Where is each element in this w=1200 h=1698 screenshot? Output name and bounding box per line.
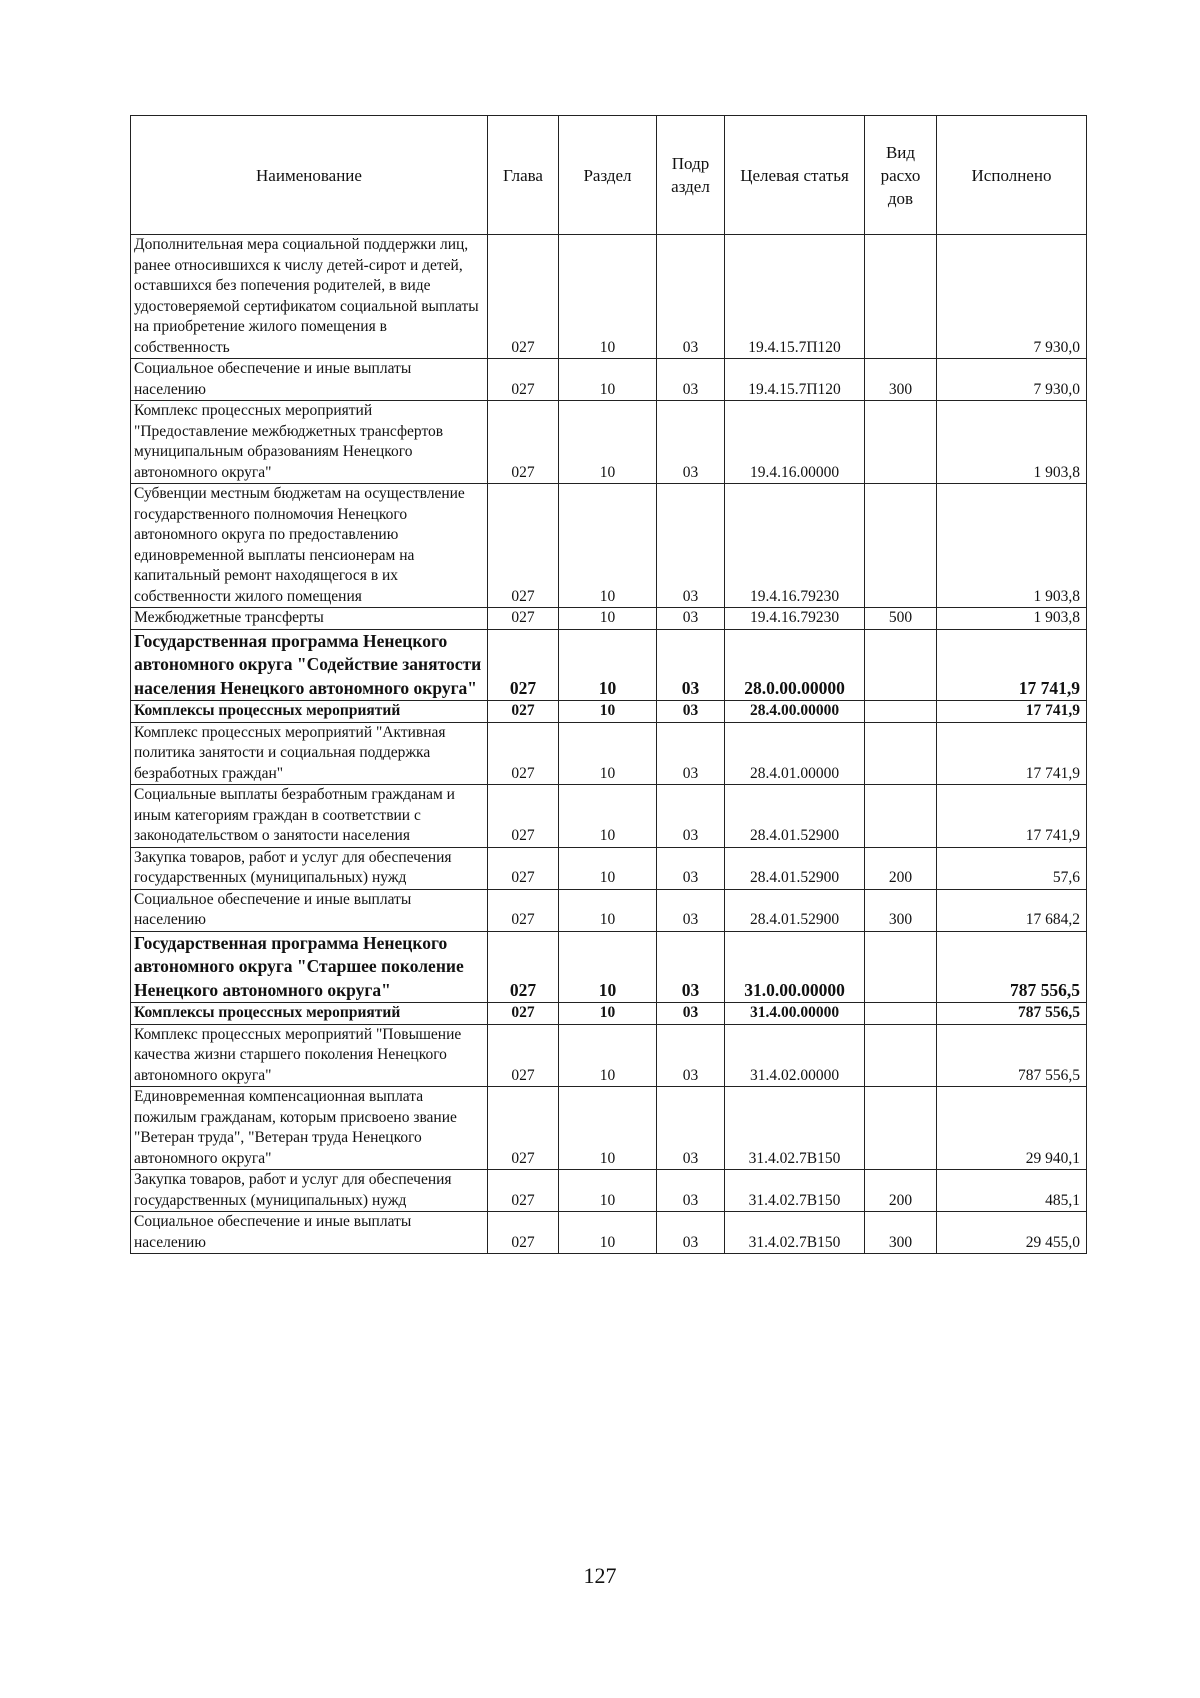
cell-expense-type bbox=[865, 235, 937, 359]
cell-name: Комплексы процессных мероприятий bbox=[131, 1003, 488, 1025]
cell-subsection: 03 bbox=[657, 359, 725, 401]
cell-name: Закупка товаров, работ и услуг для обеспечения государственных (муниципальных) нужд bbox=[131, 847, 488, 889]
cell-chapter: 027 bbox=[488, 484, 559, 608]
cell-target: 28.4.00.00000 bbox=[725, 701, 865, 723]
cell-target: 28.0.00.00000 bbox=[725, 629, 865, 701]
cell-expense-type bbox=[865, 701, 937, 723]
cell-executed: 1 903,8 bbox=[937, 484, 1087, 608]
cell-executed: 787 556,5 bbox=[937, 931, 1087, 1003]
cell-section: 10 bbox=[559, 847, 657, 889]
cell-section: 10 bbox=[559, 401, 657, 484]
cell-section: 10 bbox=[559, 931, 657, 1003]
cell-target: 31.4.02.7В150 bbox=[725, 1087, 865, 1170]
cell-executed: 7 930,0 bbox=[937, 235, 1087, 359]
table-row bbox=[131, 847, 1087, 889]
cell-chapter: 027 bbox=[488, 722, 559, 785]
cell-section: 10 bbox=[559, 1003, 657, 1025]
table-row bbox=[131, 1024, 1087, 1087]
cell-section: 10 bbox=[559, 359, 657, 401]
cell-chapter: 027 bbox=[488, 608, 559, 630]
cell-name: Комплекс процессных мероприятий "Предоставление межбюджетных трансфертов муниципальным образованиям Ненецкого автономного округа" bbox=[131, 401, 488, 484]
table-body bbox=[131, 235, 1087, 1254]
cell-name: Комплексы процессных мероприятий bbox=[131, 701, 488, 723]
cell-subsection: 03 bbox=[657, 1170, 725, 1212]
budget-table-container bbox=[130, 115, 1086, 1254]
cell-name: Государственная программа Ненецкого автономного округа "Старшее поколение Ненецкого автономного округа" bbox=[131, 931, 488, 1003]
cell-name: Социальные выплаты безработным гражданам и иным категориям граждан в соответствии с законодательством о занятости населения bbox=[131, 785, 488, 848]
cell-section: 10 bbox=[559, 722, 657, 785]
cell-name: Комплекс процессных мероприятий "Повышение качества жизни старшего поколения Ненецкого автономного округа" bbox=[131, 1024, 488, 1087]
cell-subsection: 03 bbox=[657, 401, 725, 484]
cell-executed: 485,1 bbox=[937, 1170, 1087, 1212]
cell-expense-type: 300 bbox=[865, 359, 937, 401]
cell-name: Социальное обеспечение и иные выплаты населению bbox=[131, 1212, 488, 1254]
cell-target: 28.4.01.52900 bbox=[725, 847, 865, 889]
cell-subsection: 03 bbox=[657, 608, 725, 630]
cell-expense-type bbox=[865, 1087, 937, 1170]
cell-subsection: 03 bbox=[657, 1003, 725, 1025]
cell-section: 10 bbox=[559, 629, 657, 701]
header-executed: Исполнено bbox=[937, 116, 1087, 235]
table-row bbox=[131, 629, 1087, 701]
cell-chapter: 027 bbox=[488, 235, 559, 359]
cell-executed: 17 741,9 bbox=[937, 629, 1087, 701]
cell-name: Субвенции местным бюджетам на осуществление государственного полномочия Ненецкого автономного округа по предоставлению единовременной выплаты пенсионерам на капитальный ремонт находящегося в их собственности жилого помещения bbox=[131, 484, 488, 608]
cell-target: 19.4.16.79230 bbox=[725, 484, 865, 608]
cell-target: 19.4.16.79230 bbox=[725, 608, 865, 630]
cell-section: 10 bbox=[559, 785, 657, 848]
cell-expense-type bbox=[865, 722, 937, 785]
cell-executed: 1 903,8 bbox=[937, 401, 1087, 484]
cell-expense-type bbox=[865, 629, 937, 701]
table-row bbox=[131, 1003, 1087, 1025]
cell-subsection: 03 bbox=[657, 1024, 725, 1087]
table-header-row bbox=[131, 116, 1087, 235]
cell-expense-type: 300 bbox=[865, 1212, 937, 1254]
table-row bbox=[131, 931, 1087, 1003]
cell-subsection: 03 bbox=[657, 847, 725, 889]
cell-name: Комплекс процессных мероприятий "Активная политика занятости и социальная поддержка безработных граждан" bbox=[131, 722, 488, 785]
cell-executed: 17 741,9 bbox=[937, 722, 1087, 785]
cell-subsection: 03 bbox=[657, 889, 725, 931]
cell-executed: 57,6 bbox=[937, 847, 1087, 889]
cell-chapter: 027 bbox=[488, 1087, 559, 1170]
cell-subsection: 03 bbox=[657, 785, 725, 848]
table-row bbox=[131, 1087, 1087, 1170]
cell-executed: 17 741,9 bbox=[937, 785, 1087, 848]
cell-chapter: 027 bbox=[488, 1170, 559, 1212]
cell-target: 19.4.15.7П120 bbox=[725, 235, 865, 359]
header-target: Целевая статья bbox=[725, 116, 865, 235]
cell-executed: 17 741,9 bbox=[937, 701, 1087, 723]
page-number: 127 bbox=[583, 1563, 617, 1588]
cell-target: 19.4.16.00000 bbox=[725, 401, 865, 484]
cell-executed: 7 930,0 bbox=[937, 359, 1087, 401]
cell-target: 28.4.01.52900 bbox=[725, 889, 865, 931]
cell-target: 31.4.00.00000 bbox=[725, 1003, 865, 1025]
cell-target: 28.4.01.00000 bbox=[725, 722, 865, 785]
cell-executed: 29 455,0 bbox=[937, 1212, 1087, 1254]
table-row bbox=[131, 889, 1087, 931]
budget-execution-table bbox=[130, 115, 1087, 1254]
cell-chapter: 027 bbox=[488, 785, 559, 848]
table-row bbox=[131, 359, 1087, 401]
cell-expense-type bbox=[865, 401, 937, 484]
cell-name: Дополнительная мера социальной поддержки лиц, ранее относившихся к числу детей-сирот и детей, оставшихся без попечения родителей, в виде удостоверяемой сертификатом социальной выплаты на приобретение жилого помещения в собственность bbox=[131, 235, 488, 359]
cell-subsection: 03 bbox=[657, 1087, 725, 1170]
cell-name: Социальное обеспечение и иные выплаты населению bbox=[131, 889, 488, 931]
cell-name: Межбюджетные трансферты bbox=[131, 608, 488, 630]
cell-section: 10 bbox=[559, 1024, 657, 1087]
cell-subsection: 03 bbox=[657, 235, 725, 359]
cell-expense-type: 500 bbox=[865, 608, 937, 630]
cell-chapter: 027 bbox=[488, 1024, 559, 1087]
cell-subsection: 03 bbox=[657, 1212, 725, 1254]
cell-expense-type bbox=[865, 1003, 937, 1025]
cell-executed: 1 903,8 bbox=[937, 608, 1087, 630]
cell-executed: 17 684,2 bbox=[937, 889, 1087, 931]
cell-expense-type: 200 bbox=[865, 1170, 937, 1212]
cell-target: 19.4.15.7П120 bbox=[725, 359, 865, 401]
cell-chapter: 027 bbox=[488, 1212, 559, 1254]
cell-name: Единовременная компенсационная выплата пожилым гражданам, которым присвоено звание "Ветеран труда", "Ветеран труда Ненецкого автономного округа" bbox=[131, 1087, 488, 1170]
cell-name: Государственная программа Ненецкого автономного округа "Содействие занятости населения Ненецкого автономного округа" bbox=[131, 629, 488, 701]
cell-expense-type bbox=[865, 931, 937, 1003]
cell-section: 10 bbox=[559, 1087, 657, 1170]
cell-section: 10 bbox=[559, 1212, 657, 1254]
cell-subsection: 03 bbox=[657, 629, 725, 701]
table-row bbox=[131, 608, 1087, 630]
cell-chapter: 027 bbox=[488, 359, 559, 401]
cell-expense-type: 300 bbox=[865, 889, 937, 931]
cell-target: 31.4.02.7В150 bbox=[725, 1212, 865, 1254]
cell-target: 31.0.00.00000 bbox=[725, 931, 865, 1003]
cell-chapter: 027 bbox=[488, 401, 559, 484]
cell-section: 10 bbox=[559, 1170, 657, 1212]
cell-expense-type bbox=[865, 785, 937, 848]
cell-chapter: 027 bbox=[488, 931, 559, 1003]
header-expense-type: Вид расхо дов bbox=[865, 116, 937, 235]
table-row bbox=[131, 701, 1087, 723]
cell-chapter: 027 bbox=[488, 1003, 559, 1025]
table-row bbox=[131, 1170, 1087, 1212]
cell-subsection: 03 bbox=[657, 484, 725, 608]
table-row bbox=[131, 401, 1087, 484]
table-row bbox=[131, 484, 1087, 608]
table-row bbox=[131, 722, 1087, 785]
cell-expense-type bbox=[865, 484, 937, 608]
header-name: Наименование bbox=[131, 116, 488, 235]
cell-chapter: 027 bbox=[488, 701, 559, 723]
cell-executed: 787 556,5 bbox=[937, 1024, 1087, 1087]
cell-subsection: 03 bbox=[657, 931, 725, 1003]
cell-target: 28.4.01.52900 bbox=[725, 785, 865, 848]
cell-section: 10 bbox=[559, 235, 657, 359]
cell-name: Социальное обеспечение и иные выплаты населению bbox=[131, 359, 488, 401]
table-row bbox=[131, 1212, 1087, 1254]
cell-subsection: 03 bbox=[657, 701, 725, 723]
cell-chapter: 027 bbox=[488, 847, 559, 889]
cell-chapter: 027 bbox=[488, 629, 559, 701]
table-row bbox=[131, 785, 1087, 848]
cell-name: Закупка товаров, работ и услуг для обеспечения государственных (муниципальных) нужд bbox=[131, 1170, 488, 1212]
cell-chapter: 027 bbox=[488, 889, 559, 931]
table-row bbox=[131, 235, 1087, 359]
cell-subsection: 03 bbox=[657, 722, 725, 785]
cell-executed: 787 556,5 bbox=[937, 1003, 1087, 1025]
cell-executed: 29 940,1 bbox=[937, 1087, 1087, 1170]
cell-expense-type bbox=[865, 1024, 937, 1087]
header-subsection: Подр аздел bbox=[657, 116, 725, 235]
header-chapter: Глава bbox=[488, 116, 559, 235]
cell-section: 10 bbox=[559, 701, 657, 723]
cell-section: 10 bbox=[559, 608, 657, 630]
cell-target: 31.4.02.7В150 bbox=[725, 1170, 865, 1212]
cell-section: 10 bbox=[559, 484, 657, 608]
cell-expense-type: 200 bbox=[865, 847, 937, 889]
header-section: Раздел bbox=[559, 116, 657, 235]
cell-target: 31.4.02.00000 bbox=[725, 1024, 865, 1087]
cell-section: 10 bbox=[559, 889, 657, 931]
